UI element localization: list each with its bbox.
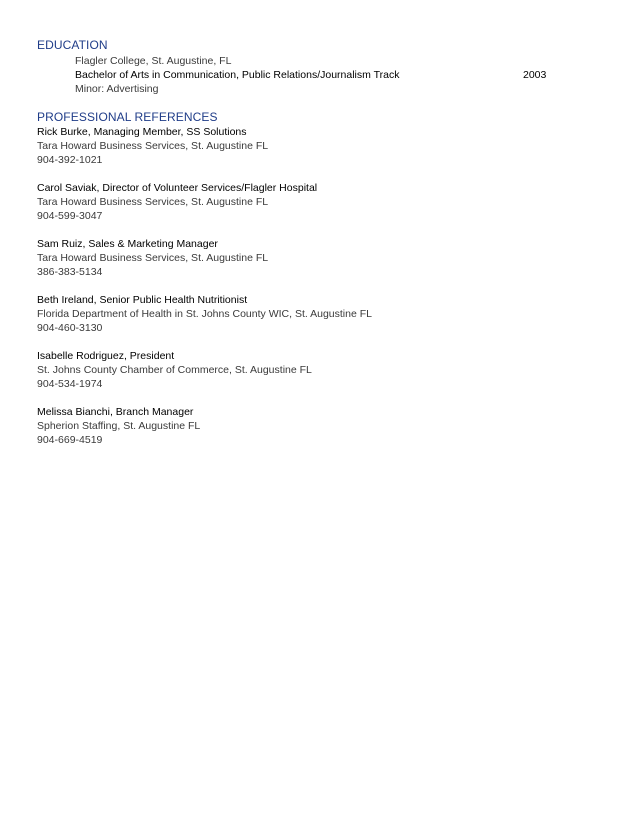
reference-name: Sam Ruiz, Sales & Marketing Manager	[37, 238, 218, 250]
reference-phone: 904-669-4519	[37, 434, 103, 446]
reference-name: Beth Ireland, Senior Public Health Nutritionist	[37, 294, 248, 306]
reference-organization: Tara Howard Business Services, St. Augustine FL	[37, 252, 269, 264]
reference-item	[37, 349, 597, 405]
reference-item	[37, 293, 597, 349]
reference-item	[37, 181, 597, 237]
education-minor: Minor: Advertising	[75, 83, 159, 95]
education-year: 2003	[523, 69, 547, 81]
reference-list	[37, 125, 597, 461]
reference-phone: 904-599-3047	[37, 210, 103, 222]
reference-phone: 904-460-3130	[37, 322, 103, 334]
reference-item	[37, 405, 597, 461]
education-heading: EDUCATION	[37, 38, 108, 52]
reference-organization: Spherion Staffing, St. Augustine FL	[37, 420, 201, 432]
reference-phone: 904-534-1974	[37, 378, 103, 390]
reference-name: Rick Burke, Managing Member, SS Solutions	[37, 126, 247, 138]
references-heading: PROFESSIONAL REFERENCES	[37, 110, 218, 124]
reference-name: Carol Saviak, Director of Volunteer Services/Flagler Hospital	[37, 182, 318, 194]
education-school: Flagler College, St. Augustine, FL	[75, 55, 232, 67]
reference-organization: Tara Howard Business Services, St. Augustine FL	[37, 140, 269, 152]
education-degree: Bachelor of Arts in Communication, Public Relations/Journalism Track	[75, 69, 400, 81]
reference-organization: Florida Department of Health in St. Johns County WIC, St. Augustine FL	[37, 308, 372, 320]
reference-phone: 904-392-1021	[37, 154, 103, 166]
reference-item	[37, 237, 597, 293]
reference-name: Isabelle Rodriguez, President	[37, 350, 175, 362]
reference-organization: Tara Howard Business Services, St. Augustine FL	[37, 196, 269, 208]
reference-phone: 386-383-5134	[37, 266, 103, 278]
reference-item	[37, 125, 597, 181]
reference-name: Melissa Bianchi, Branch Manager	[37, 406, 194, 418]
reference-organization: St. Johns County Chamber of Commerce, St. Augustine FL	[37, 364, 312, 376]
